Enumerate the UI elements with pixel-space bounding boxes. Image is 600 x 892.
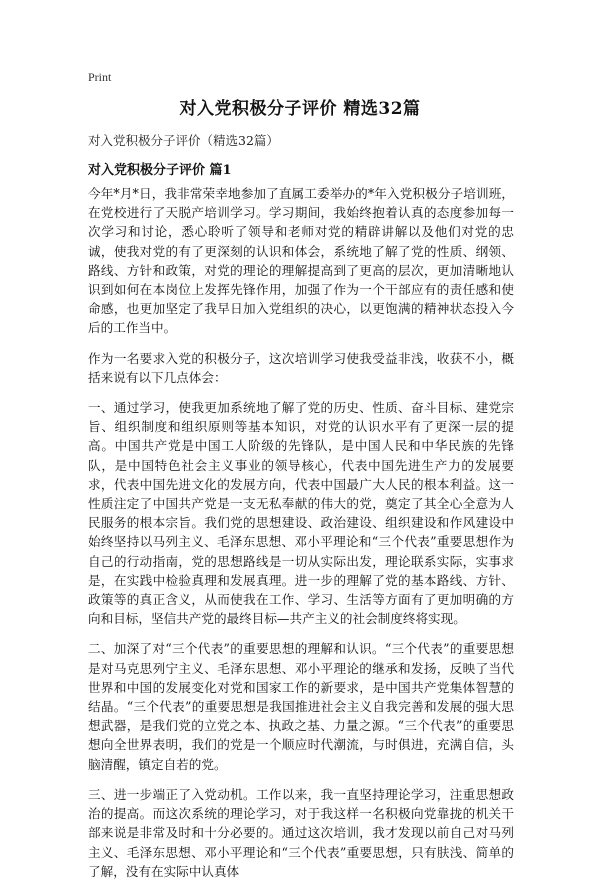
- paragraph: 二、加深了对“三个代表”的重要思想的理解和认识。“三个代表”的重要思想是对马克思列宁主义、毛泽东思想、邓小平理论的继承和发扬，反映了当代世界和中国的发展变化对党和国家工作的新要求，是中国共产党集体智慧的结晶。“三个代表”的重要思想是我国推进社会主义自我完善和发展的强大思想武器，是我们党的立党之本、执政之基、力量之源。“三个代表”的重要思想向全世界表明，我们的党是一个顺应时代潮流，与时俱进，充满自信，头脑清醒，镇定自若的党。: [88, 641, 514, 772]
- paragraph: 一、通过学习，使我更加系统地了解了党的历史、性质、奋斗目标、建党宗旨、组织制度和组织原则等基本知识，对党的认识水平有了更深一层的提高。中国共产党是中国工人阶级的先锋队，是中国人民和中华民族的先锋队，是中国特色社会主义事业的领导核心，代表中国先进生产力的发展要求，代表中国先进文化的发展方向，代表中国最广大人民的根本利益。这一性质注定了中国共产党是一支无私奉献的伟大的党，奠定了其全心全意为人民服务的根本宗旨。我们党的思想建设、政治建设、组织建设和作风建设中始终坚持以马列主义、毛泽东思想、邓小平理论和“三个代表”重要思想作为自己的行动指南，党的思想路线是一切从实际出发，理论联系实际，实事求是，在实践中检验真理和发展真理。进一步的理解了党的基本路线、方针、政策等的真正含义，从而使我在工作、学习、生活等方面有了更加明确的方向和目标，坚信共产党的最终目标—共产主义的社会制度终将实现。: [88, 400, 514, 627]
- print-label: Print: [88, 70, 112, 84]
- body-text: [88, 184, 514, 892]
- paragraph: 三、进一步端正了入党动机。工作以来，我一直坚持理论学习，注重思想政治的提高。而这次系统的理论学习，对于我这样一名积极向党靠拢的机关干部来说是非常及时和十分必要的。通过这次培训，我才发现以前自己对马列主义、毛泽东思想、邓小平理论和“三个代表”重要思想，只有肤浅、简单的了解，没有在实际中认真体: [88, 786, 514, 879]
- document-subtitle: 对入党积极分子评价（精选32篇）: [88, 133, 279, 148]
- paragraph: 作为一名要求入党的积极分子，这次培训学习使我受益非浅，收获不小，概括来说有以下几点体会：: [88, 350, 514, 385]
- section-heading: 对入党积极分子评价 篇1: [88, 163, 232, 178]
- page-title: 对入党积极分子评价 精选32篇: [179, 99, 421, 119]
- paragraph: 今年*月*日，我非常荣幸地参加了直属工委举办的*年入党积极分子培训班，在党校进行了天脱产培训学习。学习期间，我始终抱着认真的态度参加每一次学习和讨论，悉心聆听了领导和老师对党的精辟讲解以及他们对党的忠诚，使我对党的有了更深刻的认识和体会，系统地了解了党的性质、纲领、路线、方针和政策，对党的理论的理解提高到了更高的层次，更加清晰地认识到如何在本岗位上发挥先锋作用，加强了作为一个干部应有的责任感和使命感，也更加坚定了我早日加入党组织的决心，以更饱满的精神状态投入今后的工作当中。: [88, 186, 514, 336]
